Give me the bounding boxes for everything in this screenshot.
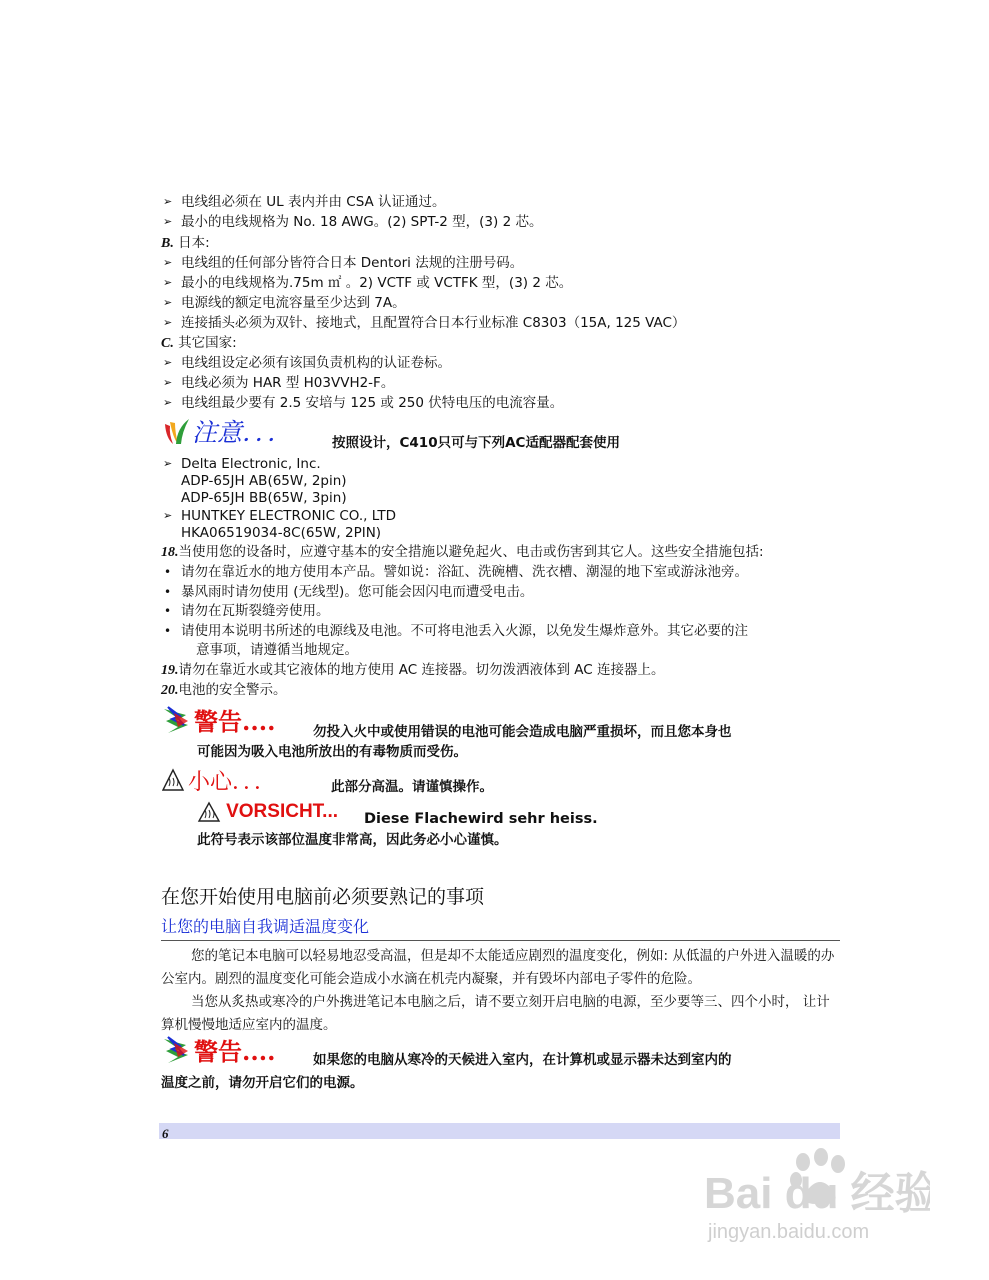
- divider: [161, 940, 840, 941]
- item-text: 当使用您的设备时，应遵守基本的安全措施以避免起火、电击或伤害到其它人。这些安全措施包括:: [178, 544, 764, 560]
- list-item-continuation: 意事项，请遵循当地规定。: [196, 642, 358, 658]
- vorsicht-banner: [197, 801, 338, 823]
- notice-text: 按照设计，C410只可与下列AC适配器配套使用: [332, 435, 620, 451]
- item-number: 20.: [161, 683, 179, 698]
- bullet-arrow-icon: ➢: [163, 276, 173, 289]
- bullet-arrow-icon: ➢: [163, 356, 173, 369]
- adapter-model: ADP-65JH BB(65W, 3pin): [181, 490, 347, 506]
- caution-banner: [162, 766, 322, 800]
- watermark-logo-text: Bai du 经验: [704, 1169, 930, 1218]
- bullet-dot-icon: •: [164, 604, 172, 618]
- warning-text-line1: 如果您的电脑从寒冷的天候进入室内，在计算机或显示器未达到室内的: [313, 1052, 732, 1068]
- notice-banner: [162, 414, 322, 452]
- page-number: 6: [162, 1126, 169, 1141]
- section-b-heading: [161, 234, 210, 253]
- warning-banner: [162, 703, 312, 741]
- adapter-model: ADP-65JH AB(65W, 2pin): [181, 473, 347, 489]
- list-item: 请使用本说明书所述的电源线及电池。不可将电池丢入火源，以免发生爆炸意外。其它必要的注: [181, 623, 748, 639]
- section-title: 日本:: [178, 235, 210, 251]
- bullet-arrow-icon: ➢: [163, 457, 173, 470]
- list-item: 请勿在瓦斯裂缝旁使用。: [181, 603, 330, 619]
- bullet-dot-icon: •: [164, 585, 172, 599]
- list-item: 电源线的额定电流容量至少达到 7A。: [181, 295, 406, 311]
- bullet-arrow-icon: ➢: [163, 396, 173, 409]
- bullet-arrow-icon: ➢: [163, 215, 173, 228]
- notice-label: 注意．．．: [192, 418, 293, 447]
- watermark-url: jingyan.baidu.com: [708, 1221, 870, 1243]
- caution-label: 小心．．．: [188, 770, 277, 795]
- section-title: 其它国家:: [178, 335, 237, 351]
- bullet-arrow-icon: ➢: [163, 296, 173, 309]
- baidu-paw-logo-icon: [700, 1140, 930, 1260]
- baidu-watermark: [700, 1140, 930, 1264]
- adapter-maker: HUNTKEY ELECTRONIC CO., LTD: [181, 508, 397, 524]
- section-label: B.: [161, 236, 174, 251]
- list-item: 最小的电线规格为.75m ㎡ 。2) VCTF 或 VCTFK 型，(3) 2 芯。: [181, 275, 573, 291]
- warning-label: 警告....: [194, 1037, 276, 1066]
- bullet-arrow-icon: ➢: [163, 316, 173, 329]
- vorsicht-note: 此符号表示该部位温度非常高，因此务必小心谨慎。: [197, 832, 508, 848]
- list-item: 电线组最少要有 2.5 安培与 125 或 250 伏特电压的电流容量。: [181, 395, 564, 411]
- list-item: 电线组的任何部分皆符合日本 Dentori 法规的注册号码。: [181, 255, 524, 271]
- bullet-dot-icon: •: [164, 624, 172, 638]
- list-item: 最小的电线规格为 No. 18 AWG。(2) SPT-2 型，(3) 2 芯。: [181, 214, 543, 230]
- vorsicht-text: Diese Flachewird sehr heiss.: [364, 811, 598, 827]
- section-heading: 在您开始使用电脑前必须要熟记的事项: [161, 886, 485, 908]
- warning-text-line2: 温度之前，请勿开启它们的电源。: [161, 1075, 364, 1091]
- list-item: 电线组必须在 UL 表内并由 CSA 认证通过。: [181, 194, 446, 210]
- item-20: [161, 681, 287, 700]
- item-text: 电池的安全警示。: [178, 682, 287, 698]
- list-item: 暴风雨时请勿使用 (无线型)。您可能会因闪电而遭受电击。: [181, 584, 534, 600]
- bullet-arrow-icon: ➢: [163, 509, 173, 522]
- list-item: 电线组设定必须有该国负责机构的认证卷标。: [181, 355, 451, 371]
- adapter-maker: Delta Electronic, Inc.: [181, 456, 321, 472]
- bullet-arrow-icon: ➢: [163, 376, 173, 389]
- notice-icon: [162, 414, 322, 448]
- item-number: 19.: [161, 663, 179, 678]
- bullet-dot-icon: •: [164, 565, 172, 579]
- list-item: 连接插头必须为双针、接地式，且配置符合日本行业标准 C8303（15A, 125 VAC）: [181, 315, 686, 331]
- caution-text: 此部分高温。请谨慎操作。: [331, 779, 493, 795]
- item-text: 请勿在靠近水或其它液体的地方使用 AC 连接器。切勿泼洒液体到 AC 连接器上。: [178, 662, 665, 678]
- hot-surface-icon: [197, 801, 221, 823]
- warning-label: 警告....: [194, 707, 276, 736]
- adapter-model: HKA06519034-8C(65W, 2PIN): [181, 525, 382, 541]
- section-label: C.: [161, 336, 174, 351]
- item-19: [161, 661, 665, 680]
- item-number: 18.: [161, 545, 179, 560]
- caution-banner-graphic: [162, 766, 322, 796]
- warning-text-line1: 勿投入火中或使用错误的电池可能会造成电脑严重损坏，而且您本身也: [313, 724, 732, 740]
- hot-surface-icon: [163, 770, 183, 790]
- paragraph: 当您从炙热或寒冷的户外携进笔记本电脑之后，请不要立刻开启电脑的电源，至少要等三、四个小时， 让计算机慢慢地适应室内的温度。: [161, 994, 830, 1033]
- page-footer: [159, 1123, 840, 1139]
- vorsicht-label: VORSICHT...: [226, 801, 338, 822]
- bullet-arrow-icon: ➢: [163, 195, 173, 208]
- warning-text-line2: 可能因为吸入电池所放出的有毒物质而受伤。: [197, 744, 467, 760]
- list-item: 电线必须为 HAR 型 H03VVH2-F。: [181, 375, 395, 391]
- item-18: [161, 543, 764, 562]
- subheading: 让您的电脑自我调适温度变化: [161, 917, 370, 936]
- list-item: 请勿在靠近水的地方使用本产品。譬如说：浴缸、洗碗槽、洗衣槽、潮湿的地下室或游泳池旁。: [181, 564, 748, 580]
- warning-icon: [162, 703, 312, 737]
- paragraph: 您的笔记本电脑可以轻易地忍受高温，但是却不太能适应剧烈的温度变化，例如: 从低温的户外进入温暖的办公室内。剧烈的温度变化可能会造成小水滴在机壳内凝聚，并有毁坏内部电子零件的危险。: [161, 948, 835, 987]
- warning-banner: [162, 1033, 312, 1071]
- warning-icon: [162, 1033, 312, 1067]
- section-c-heading: [161, 334, 237, 353]
- bullet-arrow-icon: ➢: [163, 256, 173, 269]
